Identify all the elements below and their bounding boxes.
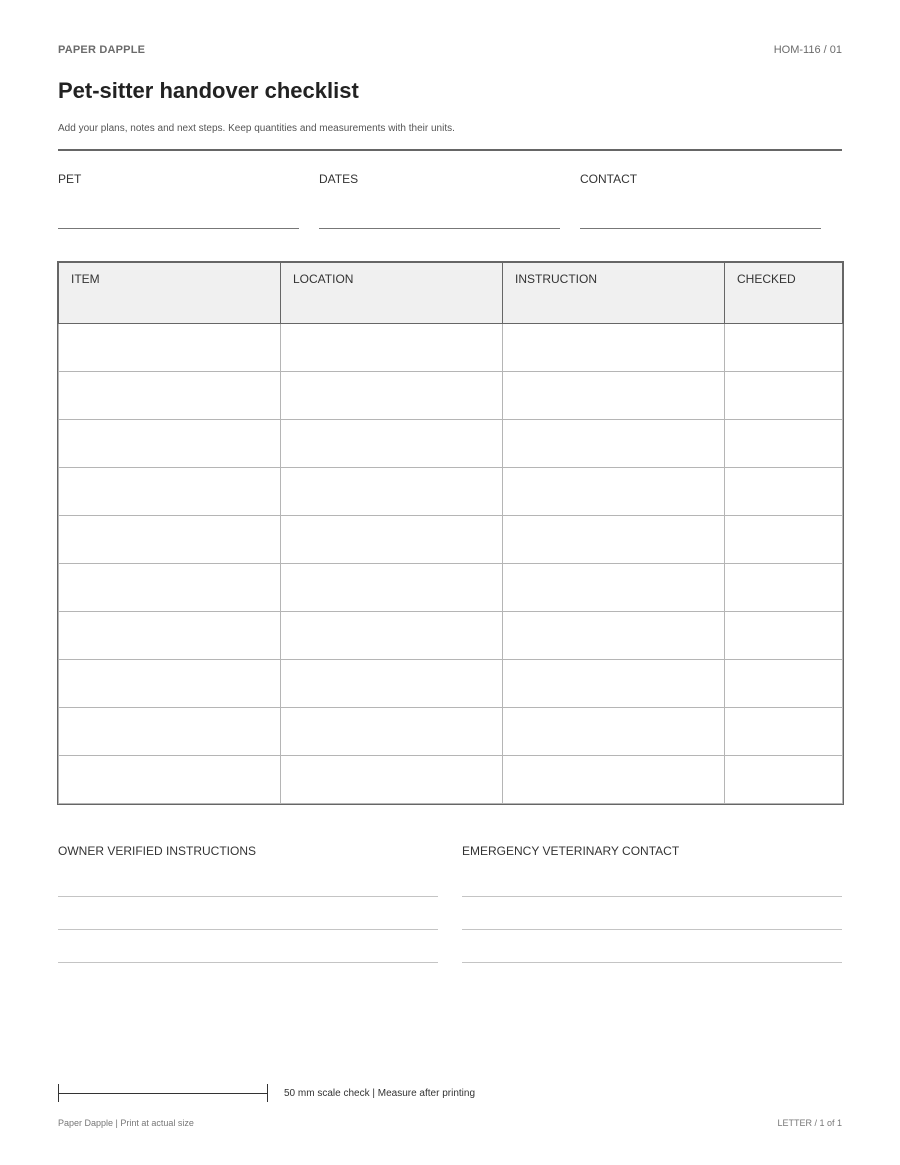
footer-right-text: LETTER / 1 of 1 xyxy=(777,1118,842,1128)
cell-location[interactable] xyxy=(281,468,503,516)
cell-instruction[interactable] xyxy=(503,660,725,708)
cell-location[interactable] xyxy=(281,660,503,708)
table-row xyxy=(59,660,843,708)
cell-location[interactable] xyxy=(281,420,503,468)
table-row xyxy=(59,468,843,516)
scale-check-text: 50 mm scale check | Measure after printing xyxy=(284,1088,476,1099)
cell-item[interactable] xyxy=(59,324,281,372)
cell-item[interactable] xyxy=(59,756,281,804)
table-row xyxy=(59,372,843,420)
page-subtitle: Add your plans, notes and next steps. Keep quantities and measurements with their units. xyxy=(58,123,455,134)
cell-checked[interactable] xyxy=(725,516,843,564)
dates-field[interactable] xyxy=(319,172,560,186)
cell-checked[interactable] xyxy=(725,756,843,804)
dates-line xyxy=(319,228,560,229)
column-header-location: LOCATION xyxy=(281,263,503,324)
cell-checked[interactable] xyxy=(725,420,843,468)
pet-field[interactable] xyxy=(58,172,299,186)
cell-item[interactable] xyxy=(59,612,281,660)
table-row xyxy=(59,516,843,564)
cell-checked[interactable] xyxy=(725,372,843,420)
cell-location[interactable] xyxy=(281,324,503,372)
cell-checked[interactable] xyxy=(725,708,843,756)
cell-location[interactable] xyxy=(281,372,503,420)
header-rule xyxy=(58,149,842,151)
cell-item[interactable] xyxy=(59,564,281,612)
owner-note-line[interactable] xyxy=(58,896,438,897)
table-body xyxy=(59,324,843,804)
cell-checked[interactable] xyxy=(725,468,843,516)
cell-location[interactable] xyxy=(281,564,503,612)
table-row xyxy=(59,612,843,660)
cell-instruction[interactable] xyxy=(503,708,725,756)
cell-item[interactable] xyxy=(59,468,281,516)
checklist-table xyxy=(58,262,843,804)
owner-verified-section xyxy=(58,844,438,858)
cell-item[interactable] xyxy=(59,708,281,756)
cell-item[interactable] xyxy=(59,660,281,708)
cell-location[interactable] xyxy=(281,612,503,660)
cell-instruction[interactable] xyxy=(503,516,725,564)
cell-location[interactable] xyxy=(281,516,503,564)
dates-label: DATES xyxy=(319,172,359,186)
table-row xyxy=(59,420,843,468)
column-header-item: ITEM xyxy=(59,263,281,324)
column-header-instruction: INSTRUCTION xyxy=(503,263,725,324)
scale-tick-right xyxy=(267,1084,268,1102)
document-code: HOM-116 / 01 xyxy=(773,44,842,56)
cell-item[interactable] xyxy=(59,516,281,564)
emergency-vet-label: EMERGENCY VETERINARY CONTACT xyxy=(462,844,680,858)
pet-label: PET xyxy=(58,172,82,186)
cell-instruction[interactable] xyxy=(503,756,725,804)
column-header-checked: CHECKED xyxy=(725,263,843,324)
contact-field[interactable] xyxy=(580,172,821,186)
table-row xyxy=(59,564,843,612)
cell-instruction[interactable] xyxy=(503,420,725,468)
cell-item[interactable] xyxy=(59,372,281,420)
table-row xyxy=(59,756,843,804)
cell-instruction[interactable] xyxy=(503,324,725,372)
table-header-row xyxy=(59,263,843,324)
table-row xyxy=(59,708,843,756)
cell-instruction[interactable] xyxy=(503,468,725,516)
pet-line xyxy=(58,228,299,229)
owner-note-line[interactable] xyxy=(58,962,438,963)
footer-left-text: Paper Dapple | Print at actual size xyxy=(58,1118,194,1128)
vet-note-line[interactable] xyxy=(462,929,842,930)
cell-location[interactable] xyxy=(281,756,503,804)
scale-line xyxy=(58,1093,267,1094)
cell-item[interactable] xyxy=(59,420,281,468)
vet-note-line[interactable] xyxy=(462,962,842,963)
cell-instruction[interactable] xyxy=(503,564,725,612)
emergency-vet-section xyxy=(462,844,842,858)
cell-instruction[interactable] xyxy=(503,372,725,420)
contact-label: CONTACT xyxy=(580,172,638,186)
table-row xyxy=(59,324,843,372)
cell-checked[interactable] xyxy=(725,324,843,372)
brand-name: PAPER DAPPLE xyxy=(58,44,146,56)
cell-checked[interactable] xyxy=(725,564,843,612)
cell-instruction[interactable] xyxy=(503,612,725,660)
cell-checked[interactable] xyxy=(725,612,843,660)
page-title: Pet-sitter handover checklist xyxy=(58,78,359,103)
scale-bar xyxy=(58,1084,268,1102)
cell-location[interactable] xyxy=(281,708,503,756)
contact-line xyxy=(580,228,821,229)
cell-checked[interactable] xyxy=(725,660,843,708)
owner-verified-label: OWNER VERIFIED INSTRUCTIONS xyxy=(58,844,257,858)
vet-note-line[interactable] xyxy=(462,896,842,897)
owner-note-line[interactable] xyxy=(58,929,438,930)
